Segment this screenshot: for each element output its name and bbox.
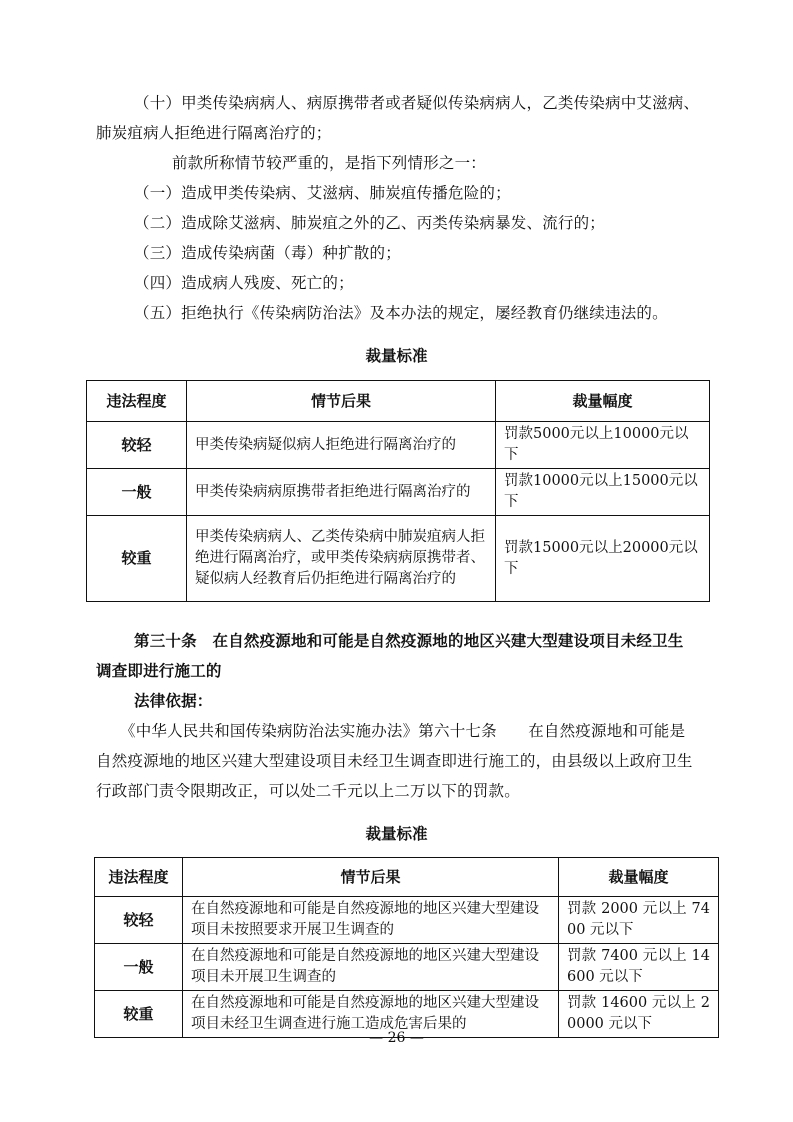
table1-header-penalty: 裁量幅度 <box>496 381 710 422</box>
level-cell: 一般 <box>95 944 183 991</box>
level-cell: 较轻 <box>95 897 183 944</box>
intro-item-3: （三）造成传染病菌（毒）种扩散的； <box>134 244 401 262</box>
article-heading-line-1: 第三十条 在自然疫源地和可能是自然疫源地的地区兴建大型建设项目未经卫生 <box>134 632 684 650</box>
table2-header-penalty: 裁量幅度 <box>559 858 719 897</box>
article-heading-line-2: 调查即进行施工的 <box>96 662 222 680</box>
intro-item-4: （四）造成病人残废、死亡的； <box>134 274 354 292</box>
level-cell: 一般 <box>87 469 187 516</box>
table-row <box>95 944 719 991</box>
intro-item-1: （一）造成甲类传染病、艾滋病、肺炭疽传播危险的； <box>134 184 511 202</box>
penalty-cell: 罚款 14600 元以上 20000 元以下 <box>559 991 719 1038</box>
page-number: — 26 — <box>369 1030 424 1046</box>
table-row <box>95 897 719 944</box>
table1-header-row <box>87 381 710 422</box>
level-cell: 较重 <box>95 991 183 1038</box>
consequence-cell: 在自然疫源地和可能是自然疫源地的地区兴建大型建设项目未经卫生调查进行施工造成危害后果的 <box>183 991 559 1038</box>
table2-header-level: 违法程度 <box>95 858 183 897</box>
level-cell: 较重 <box>87 516 187 602</box>
table1-header-consequence: 情节后果 <box>187 381 496 422</box>
penalty-cell: 罚款 2000 元以上 7400 元以下 <box>559 897 719 944</box>
level-cell: 较轻 <box>87 422 187 469</box>
table2-title: 裁量标准 <box>365 825 428 843</box>
table-row <box>87 422 710 469</box>
consequence-cell: 甲类传染病病原携带者拒绝进行隔离治疗的 <box>187 469 496 516</box>
table2-header-consequence: 情节后果 <box>183 858 559 897</box>
legal-basis-label: 法律依据： <box>134 692 213 710</box>
penalty-cell: 罚款 7400 元以上 14600 元以下 <box>559 944 719 991</box>
legal-basis-line-2: 自然疫源地的地区兴建大型建设项目未经卫生调查即进行施工的，由县级以上政府卫生 <box>96 752 693 770</box>
intro-line-2: 肺炭疽病人拒绝进行隔离治疗的； <box>96 124 332 142</box>
table1-title: 裁量标准 <box>365 347 428 365</box>
penalty-cell: 罚款15000元以上20000元以下 <box>496 516 710 602</box>
intro-item-5: （五）拒绝执行《传染病防治法》及本办法的规定，屡经教育仍继续违法的。 <box>134 304 668 322</box>
consequence-cell: 在自然疫源地和可能是自然疫源地的地区兴建大型建设项目未开展卫生调查的 <box>183 944 559 991</box>
table-row <box>87 469 710 516</box>
intro-line-3: 前款所称情节较严重的，是指下列情形之一： <box>172 154 487 172</box>
table2-header-row <box>95 858 719 897</box>
penalty-cell: 罚款5000元以上10000元以下 <box>496 422 710 469</box>
legal-basis-line-1: 《中华人民共和国传染病防治法实施办法》第六十七条 在自然疫源地和可能是 <box>120 722 686 740</box>
consequence-cell: 甲类传染病疑似病人拒绝进行隔离治疗的 <box>187 422 496 469</box>
sanction-table-1 <box>86 380 710 602</box>
intro-line-1: （十）甲类传染病病人、病原携带者或者疑似传染病病人，乙类传染病中艾滋病、 <box>134 94 700 112</box>
sanction-table-2 <box>94 857 719 1038</box>
penalty-cell: 罚款10000元以上15000元以下 <box>496 469 710 516</box>
consequence-cell: 在自然疫源地和可能是自然疫源地的地区兴建大型建设项目未按照要求开展卫生调查的 <box>183 897 559 944</box>
intro-item-2: （二）造成除艾滋病、肺炭疽之外的乙、丙类传染病暴发、流行的； <box>134 214 606 232</box>
table1-header-level: 违法程度 <box>87 381 187 422</box>
legal-basis-line-3: 行政部门责令限期改正，可以处二千元以上二万以下的罚款。 <box>96 782 520 800</box>
consequence-cell: 甲类传染病病人、乙类传染病中肺炭疽病人拒绝进行隔离治疗，或甲类传染病病原携带者、疑似病人经教育后仍拒绝进行隔离治疗的 <box>187 516 496 602</box>
table-row <box>87 516 710 602</box>
